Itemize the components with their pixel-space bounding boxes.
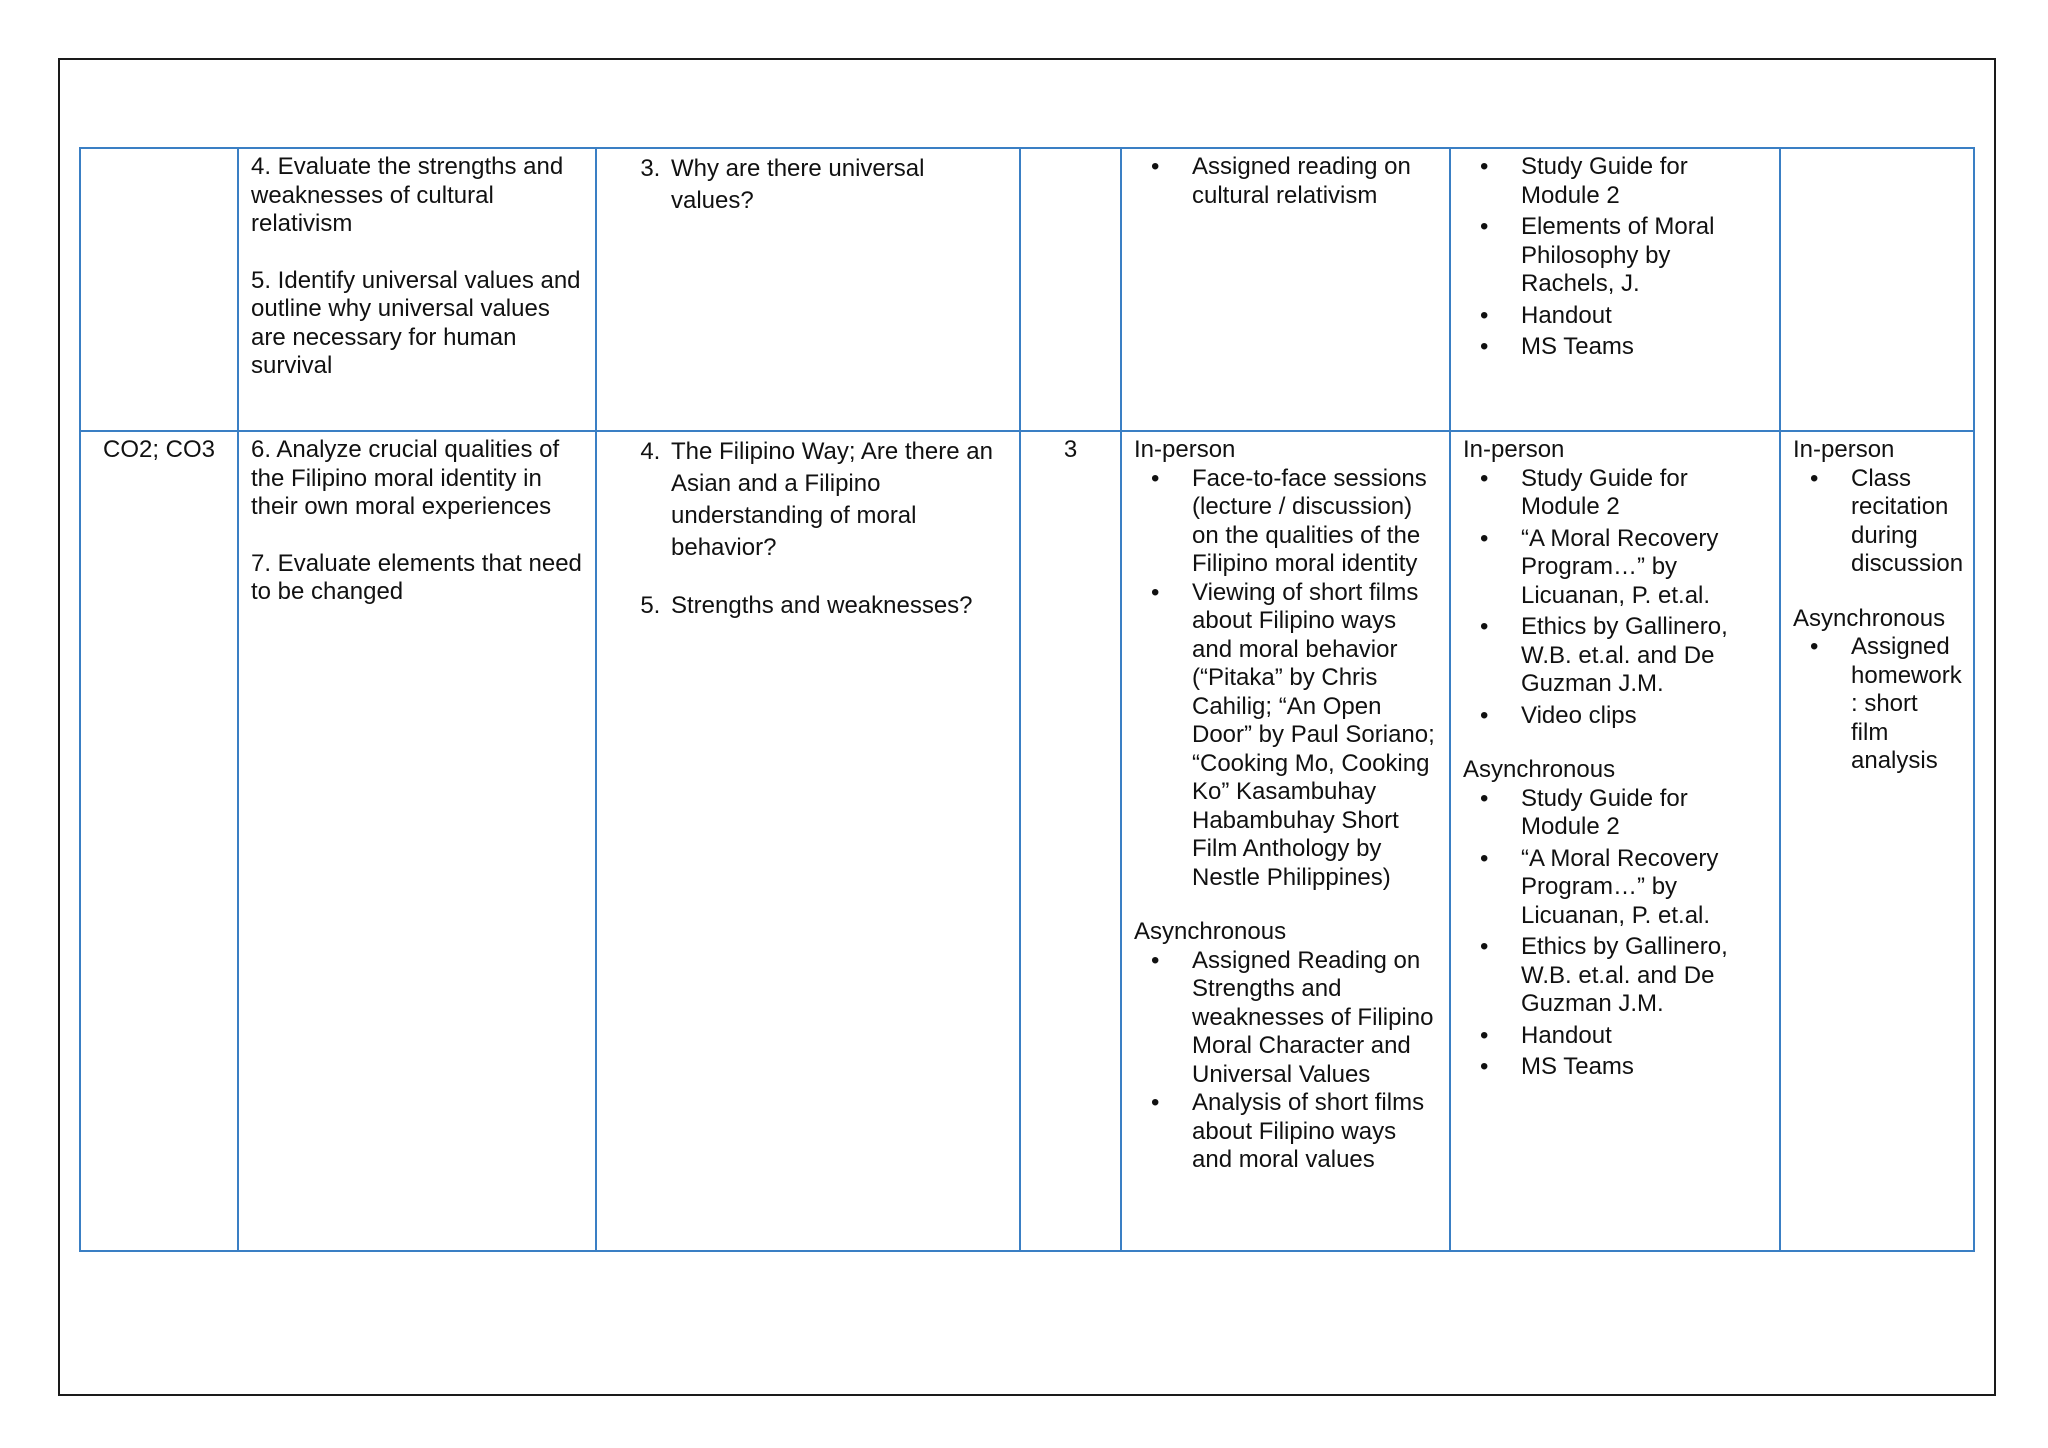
learning-outcomes-cell [238,431,596,1251]
activity-list [1134,465,1437,893]
inperson-label: In-person [1463,436,1565,463]
topic-list [609,436,1007,622]
assessment-cell [1780,148,1974,431]
activity-item: • Viewing of short films about Filipino ways and moral behavior (“Pitaka” by Chris Cahilig; “An Open Door” by Paul Soriano; “Cooking Mo, Cooking Ko” Kasambuhay Habambuhay Short Film Anthology by Nestle Philippines) [1192,579,1437,893]
activity-item: • Assigned Reading on Strengths and weaknesses of Filipino Moral Character and Universal Values [1192,947,1437,1090]
topic-list [609,153,1007,217]
activity-list [1134,947,1437,1175]
activities-cell [1121,148,1450,431]
learning-outcome: 6. Analyze crucial qualities of the Filipino moral identity in their own moral experiences [251,436,560,520]
resource-list [1463,153,1767,362]
hours-cell [1020,431,1121,1251]
resource-item: • Handout [1521,302,1767,331]
assessment-item: • Assigned homework : short film analysis [1851,633,1961,776]
resource-item: • MS Teams [1521,333,1767,362]
resource-item: • MS Teams [1521,1053,1767,1082]
inperson-label: In-person [1793,436,1895,463]
assessment-cell [1780,431,1974,1251]
topic-item: 3. Why are there universal values? [667,153,1007,217]
learning-outcomes-cell [238,148,596,431]
assessment-item: • Class recitation during discussion [1851,465,1961,579]
topic-item: 4. The Filipino Way; Are there an Asian and a Filipino understanding of moral behavior? [667,436,1007,564]
resource-item: • “A Moral Recovery Program…” by Licuanan, P. et.al. [1521,845,1767,931]
resource-item: • Elements of Moral Philosophy by Rachels, J. [1521,213,1767,299]
resource-item: • Ethics by Gallinero, W.B. et.al. and De Guzman J.M. [1521,613,1767,699]
syllabus-table [79,147,1975,1252]
resources-cell [1450,431,1780,1251]
course-outcome-code-cell [80,431,238,1251]
resource-item: • Handout [1521,1022,1767,1051]
table-row [80,431,1974,1251]
course-outcome-code-cell [80,148,238,431]
resource-item: • Study Guide for Module 2 [1521,785,1767,842]
table-row [80,148,1974,431]
inperson-label: In-person [1134,436,1236,463]
learning-outcome: 4. Evaluate the strengths and weaknesses of cultural relativism [251,153,564,237]
resources-cell [1450,148,1780,431]
resource-item: • Ethics by Gallinero, W.B. et.al. and De Guzman J.M. [1521,933,1767,1019]
topic-item: 5. Strengths and weaknesses? [667,590,1007,622]
activity-item: • Analysis of short films about Filipino ways and moral values [1192,1089,1437,1175]
course-outcome-code: CO2; CO3 [102,436,216,463]
hours-cell [1020,148,1121,431]
asynchronous-label: Asynchronous [1463,756,1616,783]
learning-outcome: 5. Identify universal values and outline why universal values are necessary for human survival [251,266,581,379]
resource-list [1463,465,1767,731]
resource-item: • “A Moral Recovery Program…” by Licuanan, P. et.al. [1521,525,1767,611]
resource-item: • Study Guide for Module 2 [1521,153,1767,210]
hours-value: 3 [1063,436,1078,463]
resource-item: • Study Guide for Module 2 [1521,465,1767,522]
topics-cell [596,431,1020,1251]
learning-outcome: 7. Evaluate elements that need to be changed [251,549,582,605]
activity-item: • Assigned reading on cultural relativism [1192,153,1437,210]
topics-cell [596,148,1020,431]
assessment-list [1793,464,1964,579]
assessment-list [1793,633,1961,776]
activity-item: • Face-to-face sessions (lecture / discussion) on the qualities of the Filipino moral identity [1192,465,1437,579]
asynchronous-label: Asynchronous [1134,918,1287,945]
asynchronous-label: Asynchronous [1793,604,1946,632]
activities-cell [1121,431,1450,1251]
activity-list [1134,153,1437,210]
resource-list [1463,785,1767,1082]
resource-item: • Video clips [1521,702,1767,731]
